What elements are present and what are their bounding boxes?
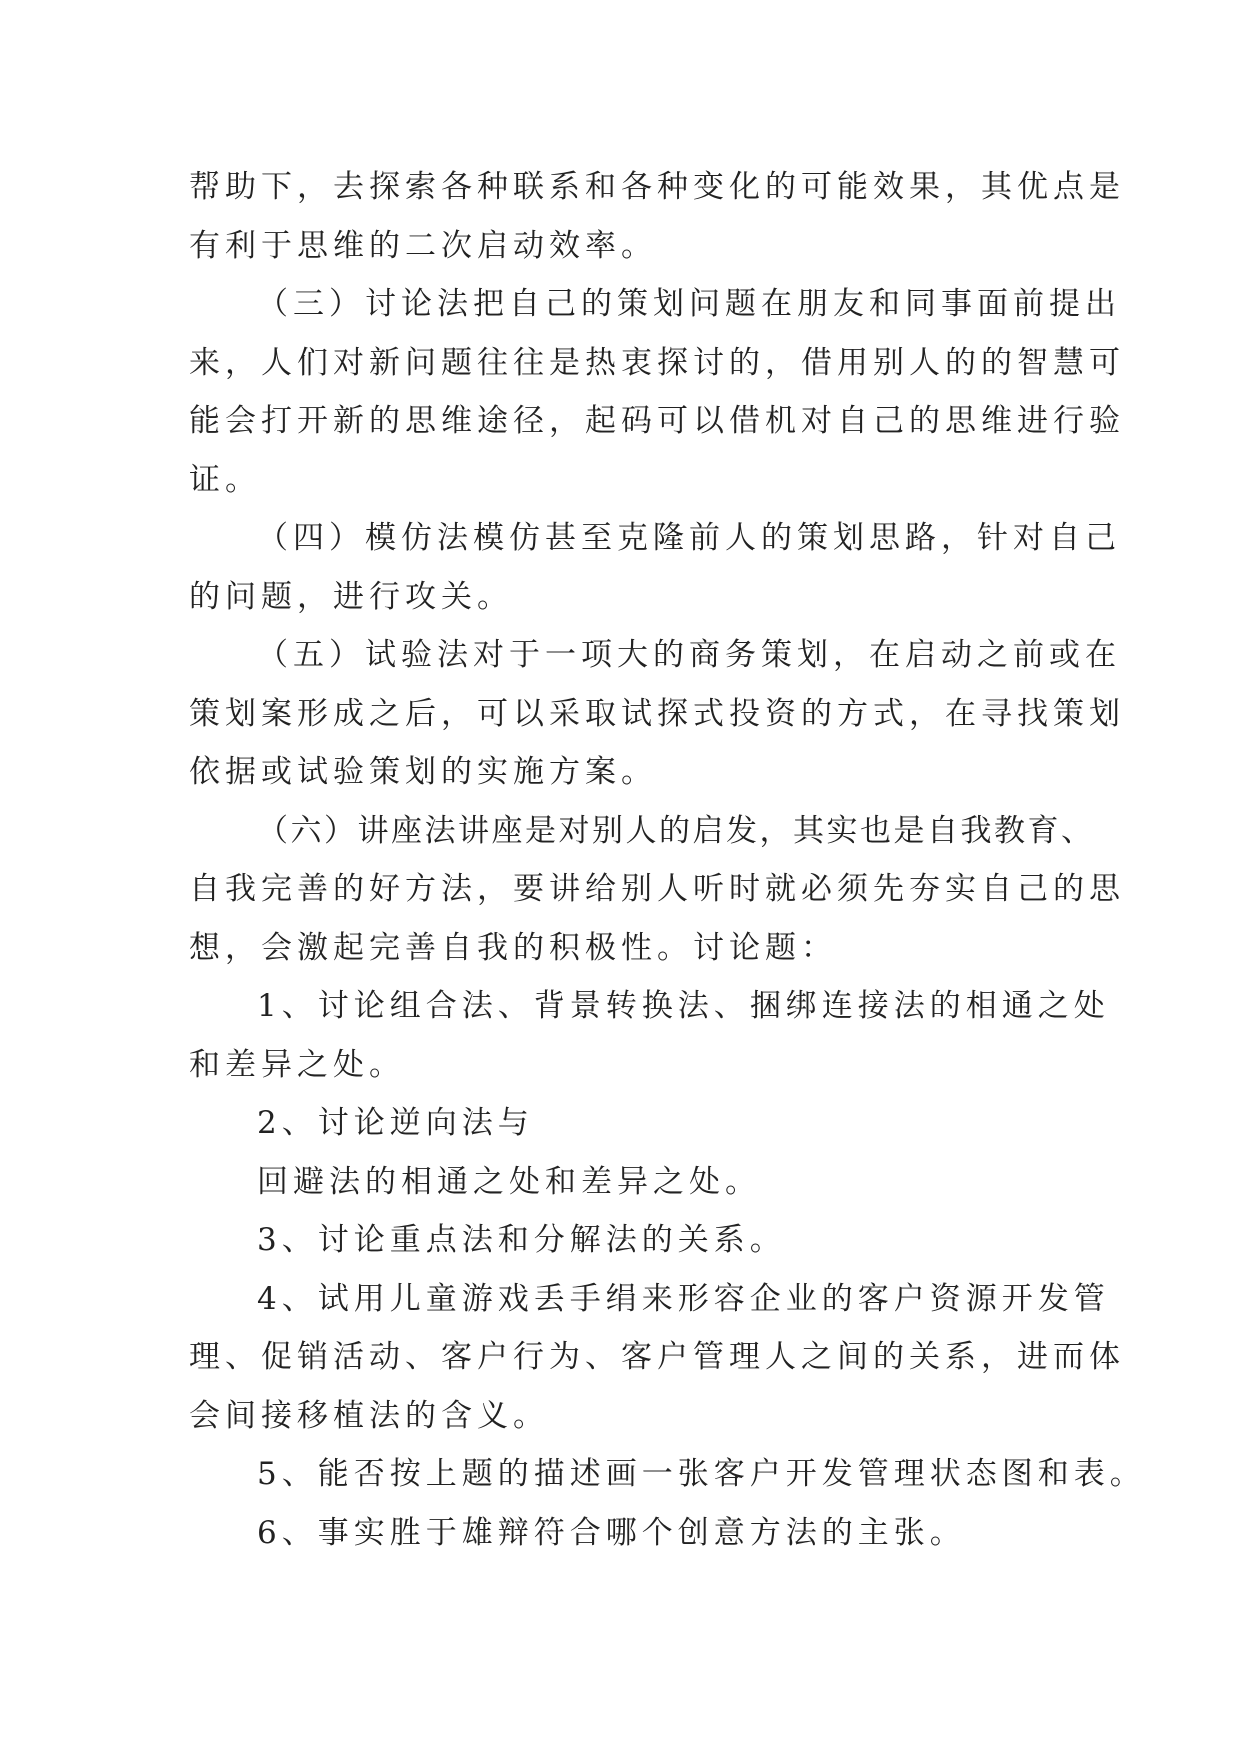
section-three-heading: （三）讨论法把自己的策划问题在朋友和同事面前提出 — [257, 286, 1121, 322]
discussion-question-4: 4、试用儿童游戏丢手绢来形容企业的客户资源开发管 — [257, 1280, 1110, 1317]
text-line: 证。 — [189, 461, 261, 498]
text-line: 和差异之处。 — [189, 1046, 405, 1083]
section-six-heading: （六）讲座法讲座是对别人的启发，其实也是自我教育、 — [257, 812, 1095, 849]
text-line: 来，人们对新问题往往是热衷探讨的，借用别人的的智慧可 — [189, 344, 1125, 381]
text-line: 回避法的相通之处和差异之处。 — [257, 1163, 761, 1200]
text-line: 能会打开新的思维途径，起码可以借机对自己的思维进行验 — [189, 403, 1125, 439]
discussion-question-1: 1、讨论组合法、背景转换法、捆绑连接法的相通之处 — [257, 988, 1110, 1024]
discussion-question-6: 6、事实胜于雄辩符合哪个创意方法的主张。 — [257, 1514, 966, 1551]
discussion-question-2: 2、讨论逆向法与 — [257, 1105, 534, 1141]
text-line: 自我完善的好方法，要讲给别人听时就必须先夯实自己的思 — [189, 871, 1125, 907]
section-five-heading: （五）试验法对于一项大的商务策划，在启动之前或在 — [257, 637, 1121, 673]
text-line: 帮助下，去探索各种联系和各种变化的可能效果，其优点是 — [189, 169, 1125, 205]
discussion-question-5: 5、能否按上题的描述画一张客户开发管理状态图和表。 — [257, 1456, 1146, 1492]
text-line: 策划案形成之后，可以采取试探式投资的方式，在寻找策划 — [189, 695, 1125, 732]
text-line: 会间接移植法的含义。 — [189, 1397, 549, 1434]
text-line: 的问题，进行攻关。 — [189, 578, 513, 615]
text-line: 有利于思维的二次启动效率。 — [189, 227, 657, 264]
discussion-question-3: 3、讨论重点法和分解法的关系。 — [257, 1222, 786, 1258]
text-line: 想，会激起完善自我的积极性。讨论题： — [189, 929, 837, 966]
text-line: 理、促销活动、客户行为、客户管理人之间的关系，进而体 — [189, 1339, 1125, 1375]
text-line: 依据或试验策划的实施方案。 — [189, 754, 657, 790]
document-body — [189, 158, 1146, 1562]
section-four-heading: （四）模仿法模仿甚至克隆前人的策划思路，针对自己 — [257, 520, 1121, 556]
